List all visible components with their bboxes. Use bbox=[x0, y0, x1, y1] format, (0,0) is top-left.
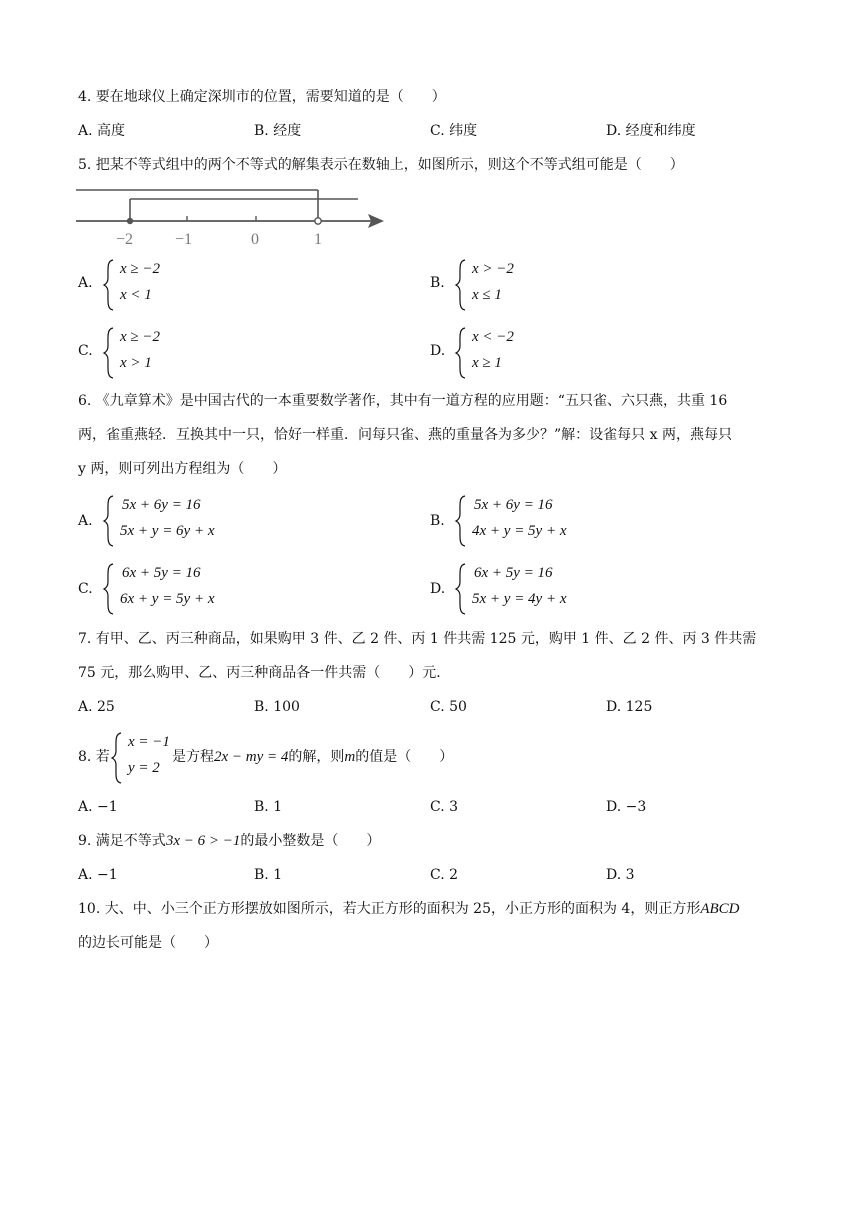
q4-stem: 4. 要在地球仪上确定深圳市的位置，需要知道的是（ ） bbox=[78, 89, 446, 105]
q7-stem-line-2: 75 元，那么购甲、乙、丙三种商品各一件共需（ ）元． bbox=[78, 665, 451, 681]
q6-stem-line-3: y 两，则可列出方程组为（ ） bbox=[78, 461, 287, 477]
q8-option-b: B. 1 bbox=[254, 799, 283, 815]
q10-stem-line-2: 的边长可能是（ ） bbox=[78, 935, 218, 951]
q9-stem: 9. 满足不等式3x − 6 > −1的最小整数是（ ） bbox=[78, 833, 381, 849]
q6-option-b-label: B. bbox=[430, 513, 445, 529]
q5-option-c-label: C. bbox=[78, 343, 93, 359]
brace-icon bbox=[102, 258, 116, 312]
q6-stem-line-1: 6. 《九章算术》是中国古代的一本重要数学著作，其中有一道方程的应用题：“五只雀、六只燕，共重 16 bbox=[78, 393, 728, 409]
q8-option-c: C. 3 bbox=[430, 799, 459, 815]
q6-option-a-label: A. bbox=[78, 513, 93, 529]
q5-option-b-label: B. bbox=[430, 275, 445, 291]
q9-inequality: 3x − 6 > −1 bbox=[165, 833, 241, 849]
q7-option-d: D. 125 bbox=[606, 699, 653, 715]
brace-icon bbox=[454, 562, 468, 616]
q5-option-d-label: D. bbox=[430, 343, 446, 359]
brace-icon bbox=[102, 562, 116, 616]
q8-stem-rest: 是方程2x − my = 4的解，则m的值是（ ） bbox=[172, 749, 454, 765]
q8-equation: 2x − my = 4 bbox=[214, 749, 289, 765]
q4-option-b: B. 经度 bbox=[254, 123, 302, 139]
q4-option-a: A. 高度 bbox=[78, 123, 126, 139]
q8-variable: m bbox=[344, 749, 356, 765]
q7-stem-line-1: 7. 有甲、乙、丙三种商品，如果购甲 3 件、乙 2 件、丙 1 件共需 125 元，购甲 1 件、乙 2 件、丙 3 件共需 bbox=[78, 631, 757, 647]
q5-option-a-label: A. bbox=[78, 275, 93, 291]
q8-option-a: A. −1 bbox=[78, 799, 118, 815]
q5-stem: 5. 把某不等式组中的两个不等式的解集表示在数轴上，如图所示，则这个不等式组可能是（ ） bbox=[78, 157, 684, 173]
tick-label-0: 0 bbox=[251, 231, 259, 248]
brace-icon bbox=[454, 258, 468, 312]
solid-dot-minus-2 bbox=[127, 218, 133, 224]
q10-square-name: ABCD bbox=[700, 901, 740, 917]
brace-icon bbox=[102, 494, 116, 548]
q9-option-d: D. 3 bbox=[606, 867, 635, 883]
q4-option-c: C. 纬度 bbox=[430, 123, 478, 139]
brace-icon bbox=[110, 731, 124, 785]
tick-label-1: 1 bbox=[314, 231, 322, 248]
q4-option-d: D. 经度和纬度 bbox=[606, 123, 696, 139]
q10-stem-line-1: 10. 大、中、小三个正方形摆放如图所示，若大正方形的面积为 25，小正方形的面积为 4，则正方形ABCD bbox=[78, 901, 740, 917]
q9-option-c: C. 2 bbox=[430, 867, 459, 883]
q6-option-d-label: D. bbox=[430, 581, 446, 597]
number-line-figure bbox=[72, 180, 392, 250]
q6-option-c-label: C. bbox=[78, 581, 93, 597]
q7-option-a: A. 25 bbox=[78, 699, 115, 715]
q9-option-a: A. −1 bbox=[78, 867, 118, 883]
q7-option-c: C. 50 bbox=[430, 699, 467, 715]
brace-icon bbox=[454, 494, 468, 548]
q8-prefix: 8. 若 bbox=[78, 749, 110, 765]
brace-icon bbox=[102, 326, 116, 380]
brace-icon bbox=[454, 326, 468, 380]
q7-option-b: B. 100 bbox=[254, 699, 300, 715]
q8-option-d: D. −3 bbox=[606, 799, 647, 815]
tick-label-minus-1: −1 bbox=[175, 231, 193, 248]
open-dot-1 bbox=[315, 218, 321, 224]
q9-option-b: B. 1 bbox=[254, 867, 283, 883]
q6-stem-line-2: 两，雀重燕轻．互换其中一只，恰好一样重．问每只雀、燕的重量各为多少？”解：设雀每只 x 两，燕每只 bbox=[78, 427, 732, 443]
tick-label-minus-2: −2 bbox=[116, 231, 134, 248]
